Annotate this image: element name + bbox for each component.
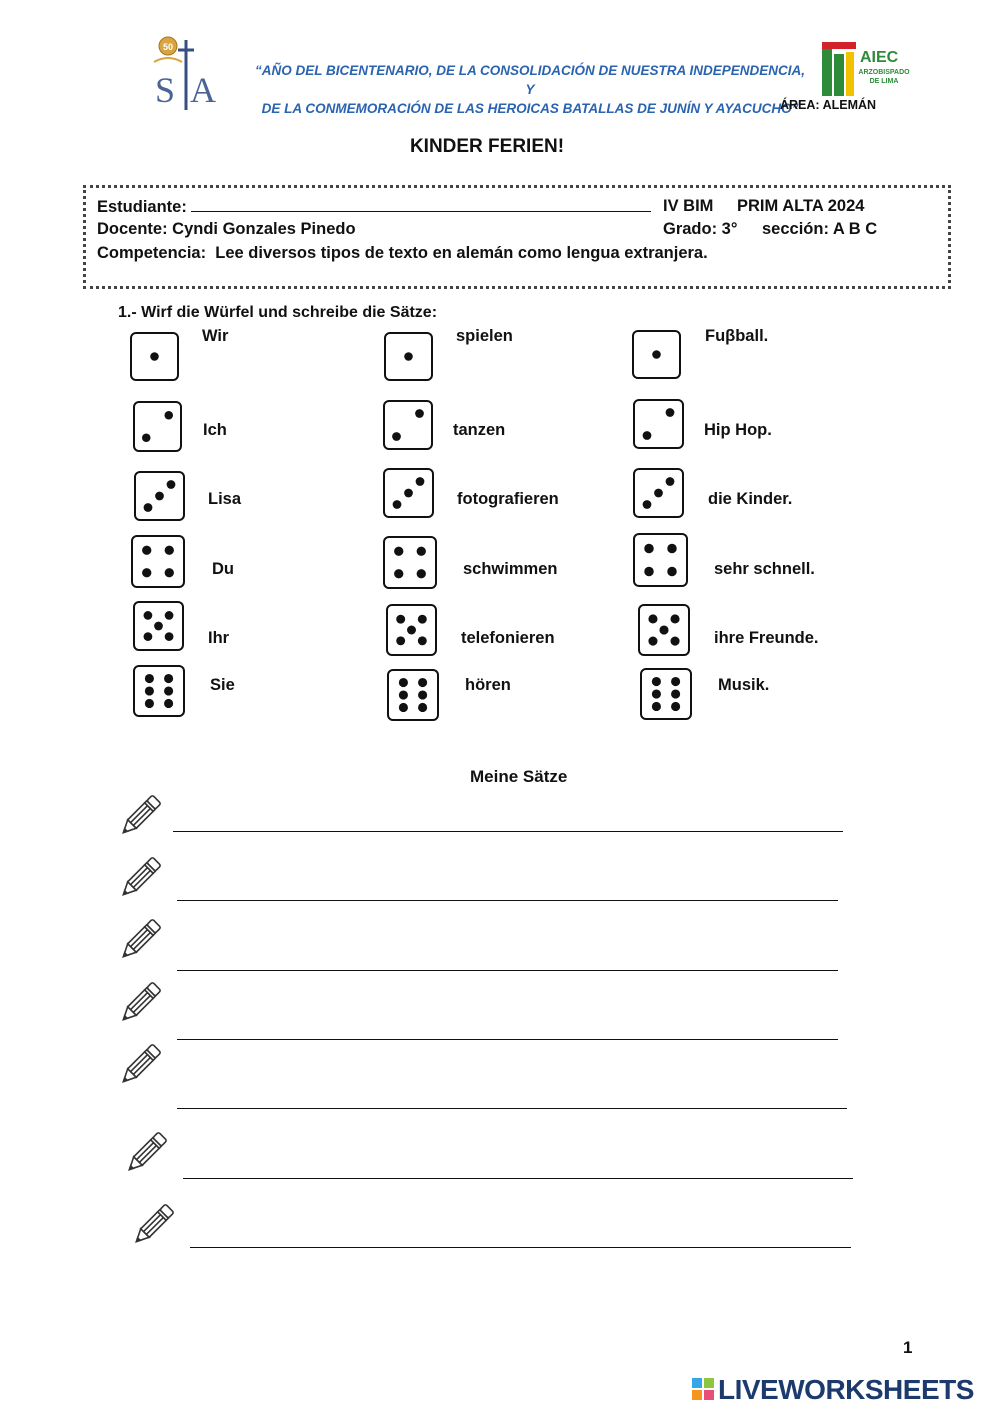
- die-pip: [648, 614, 657, 623]
- answer-line-6[interactable]: [183, 1178, 853, 1179]
- die-pip: [144, 632, 153, 641]
- die-pip: [643, 431, 652, 440]
- die-face: [133, 537, 183, 586]
- answer-line-2[interactable]: [177, 900, 838, 901]
- die-pip: [165, 611, 174, 620]
- die-pip: [399, 678, 408, 687]
- die-pip: [671, 677, 680, 686]
- die-pip: [666, 477, 675, 486]
- banner-line-2: DE LA CONMEMORACIÓN DE LAS HEROICAS BATALLAS DE JUNÍN Y AYACUCHO”: [261, 101, 799, 116]
- die-pip: [407, 626, 416, 635]
- aiec-logo-sub2: DE LIMA: [869, 78, 899, 85]
- die-pip: [165, 546, 174, 555]
- die-pip: [396, 615, 405, 624]
- logo-badge: 50: [162, 42, 174, 52]
- die-pip: [404, 489, 413, 498]
- subject-4: Du: [212, 560, 234, 578]
- die-pip: [652, 702, 661, 711]
- exercise-instruction: 1.- Wirf die Würfel und schreibe die Sätze:: [118, 304, 438, 321]
- die-face: [385, 538, 435, 587]
- aiec-logo-sub1: ARZOBISPADO: [858, 69, 910, 76]
- die-face: [135, 403, 180, 450]
- die-1-subject: [130, 332, 179, 381]
- teacher-label: Docente: Cyndi Gonzales Pinedo: [97, 220, 356, 238]
- die-pip: [164, 411, 173, 420]
- object-1: Fuβball.: [705, 327, 769, 345]
- page-title: KINDER FERIEN!: [409, 136, 565, 157]
- banner-text: [250, 61, 810, 118]
- competencia-line: [97, 244, 708, 263]
- subject-3: Lisa: [208, 490, 242, 508]
- answer-line-1[interactable]: [173, 831, 843, 832]
- die-pip: [399, 703, 408, 712]
- student-label: Estudiante:: [97, 198, 187, 216]
- area-label: ÁREA: ALEMÁN: [780, 98, 877, 112]
- die-face: [385, 402, 431, 448]
- die-2-object: [633, 399, 684, 449]
- die-pip: [164, 686, 173, 695]
- die-pip: [165, 632, 174, 641]
- die-pip: [142, 433, 151, 442]
- die-2-verb: [383, 400, 433, 450]
- die-face: [642, 670, 690, 718]
- die-pip: [399, 690, 408, 699]
- die-pip: [418, 615, 427, 624]
- verb-2: tanzen: [453, 421, 506, 439]
- die-face: [385, 470, 432, 516]
- pencil-icon: [116, 856, 162, 902]
- verb-3: fotografieren: [457, 490, 559, 508]
- liveworksheets-text: LIVEWORKSHEETS: [718, 1374, 974, 1405]
- die-pip: [150, 352, 159, 361]
- die-2-subject: [133, 401, 182, 452]
- verb-1: spielen: [456, 327, 513, 345]
- die-pip: [416, 477, 425, 486]
- die-pip: [155, 492, 164, 501]
- die-pip: [392, 432, 401, 441]
- student-name-line[interactable]: [191, 197, 651, 212]
- die-6-subject: [133, 665, 185, 717]
- die-pip: [659, 625, 668, 634]
- die-6-object: [640, 668, 692, 720]
- answer-line-4[interactable]: [177, 1039, 838, 1040]
- die-face: [388, 606, 435, 654]
- die-pip: [644, 544, 654, 554]
- die-pip: [643, 500, 652, 509]
- banner-line-1: “AÑO DEL BICENTENARIO, DE LA CONSOLIDACIÓN DE NUESTRA INDEPENDENCIA, Y: [254, 63, 806, 97]
- die-4-subject: [131, 535, 185, 588]
- die-pip: [666, 408, 675, 417]
- svg-text:A: A: [190, 70, 216, 110]
- aiec-logo-title: AIEC: [860, 49, 899, 66]
- die-pip: [654, 489, 663, 498]
- die-pip: [165, 568, 174, 577]
- die-pip: [396, 636, 405, 645]
- die-pip: [418, 636, 427, 645]
- die-4-verb: [383, 536, 437, 589]
- answers-title: Meine Sätze: [470, 767, 568, 786]
- object-2: Hip Hop.: [704, 421, 772, 439]
- die-face: [635, 470, 682, 516]
- die-5-subject: [133, 601, 184, 651]
- die-6-verb: [387, 669, 439, 721]
- die-3-subject: [134, 471, 185, 521]
- aiec-logo: [820, 40, 920, 100]
- verb-4: schwimmen: [463, 560, 558, 578]
- die-pip: [418, 678, 427, 687]
- competencia-label: Competencia:: [97, 244, 207, 262]
- grade-label: Grado: 3°: [663, 220, 738, 238]
- level-label: PRIM ALTA 2024: [737, 197, 865, 215]
- die-face: [635, 401, 682, 447]
- answer-line-3[interactable]: [177, 970, 838, 971]
- die-pip: [167, 480, 176, 489]
- subject-5: Ihr: [208, 629, 230, 647]
- die-pip: [394, 547, 403, 556]
- die-pip: [418, 703, 427, 712]
- pencil-icon: [116, 918, 162, 964]
- die-pip: [417, 547, 426, 556]
- pencil-icon: [129, 1203, 175, 1249]
- object-4: sehr schnell.: [714, 560, 815, 578]
- pencil-icon: [116, 1043, 162, 1089]
- object-6: Musik.: [718, 676, 770, 694]
- verb-6: hören: [465, 676, 511, 694]
- svg-text:S: S: [155, 70, 176, 110]
- object-5: ihre Freunde.: [714, 629, 819, 647]
- die-5-object: [638, 604, 690, 656]
- die-pip: [394, 569, 403, 578]
- die-pip: [142, 546, 151, 555]
- verb-5: telefonieren: [461, 629, 555, 647]
- die-pip: [417, 569, 426, 578]
- section-label: sección: A B C: [762, 220, 878, 238]
- liveworksheets-mark-icon: [692, 1378, 716, 1408]
- page-number: 1: [903, 1338, 913, 1357]
- bim-label: IV BIM: [663, 197, 714, 215]
- die-face: [634, 332, 679, 377]
- die-5-verb: [386, 604, 437, 656]
- die-pip: [670, 614, 679, 623]
- student-field: [97, 197, 651, 217]
- pencil-icon: [116, 794, 162, 840]
- die-pip: [667, 544, 677, 554]
- die-pip: [144, 503, 153, 512]
- die-3-verb: [383, 468, 434, 518]
- die-pip: [145, 674, 154, 683]
- subject-6: Sie: [210, 676, 235, 694]
- pencil-icon: [116, 981, 162, 1027]
- school-logo: [150, 36, 222, 116]
- die-3-object: [633, 468, 684, 518]
- die-pip: [671, 702, 680, 711]
- die-face: [389, 671, 437, 719]
- competencia-text: Lee diversos tipos de texto en alemán como lengua extranjera.: [215, 244, 708, 262]
- object-3: die Kinder.: [708, 490, 793, 508]
- die-pip: [644, 567, 654, 577]
- die-pip: [415, 409, 424, 418]
- die-face: [640, 606, 688, 654]
- die-pip: [670, 636, 679, 645]
- liveworksheets-logo: [692, 1372, 992, 1408]
- die-face: [635, 535, 686, 585]
- answer-line-7[interactable]: [190, 1247, 851, 1248]
- die-pip: [404, 352, 413, 361]
- subject-2: Ich: [203, 421, 227, 439]
- die-pip: [144, 611, 153, 620]
- die-face: [136, 473, 183, 519]
- die-pip: [142, 568, 151, 577]
- die-pip: [671, 689, 680, 698]
- die-1-verb: [384, 332, 433, 381]
- die-pip: [145, 686, 154, 695]
- die-pip: [667, 567, 677, 577]
- die-pip: [648, 636, 657, 645]
- answer-line-5[interactable]: [177, 1108, 847, 1109]
- die-pip: [164, 699, 173, 708]
- die-pip: [652, 677, 661, 686]
- die-pip: [154, 622, 163, 631]
- die-1-object: [632, 330, 681, 379]
- die-4-object: [633, 533, 688, 587]
- pencil-icon: [122, 1131, 168, 1177]
- die-pip: [418, 690, 427, 699]
- die-pip: [164, 674, 173, 683]
- die-face: [135, 603, 182, 649]
- die-face: [386, 334, 431, 379]
- die-pip: [145, 699, 154, 708]
- die-face: [132, 334, 177, 379]
- die-pip: [652, 689, 661, 698]
- subject-1: Wir: [202, 327, 229, 345]
- die-face: [135, 667, 183, 715]
- die-pip: [393, 500, 402, 509]
- die-pip: [652, 350, 661, 359]
